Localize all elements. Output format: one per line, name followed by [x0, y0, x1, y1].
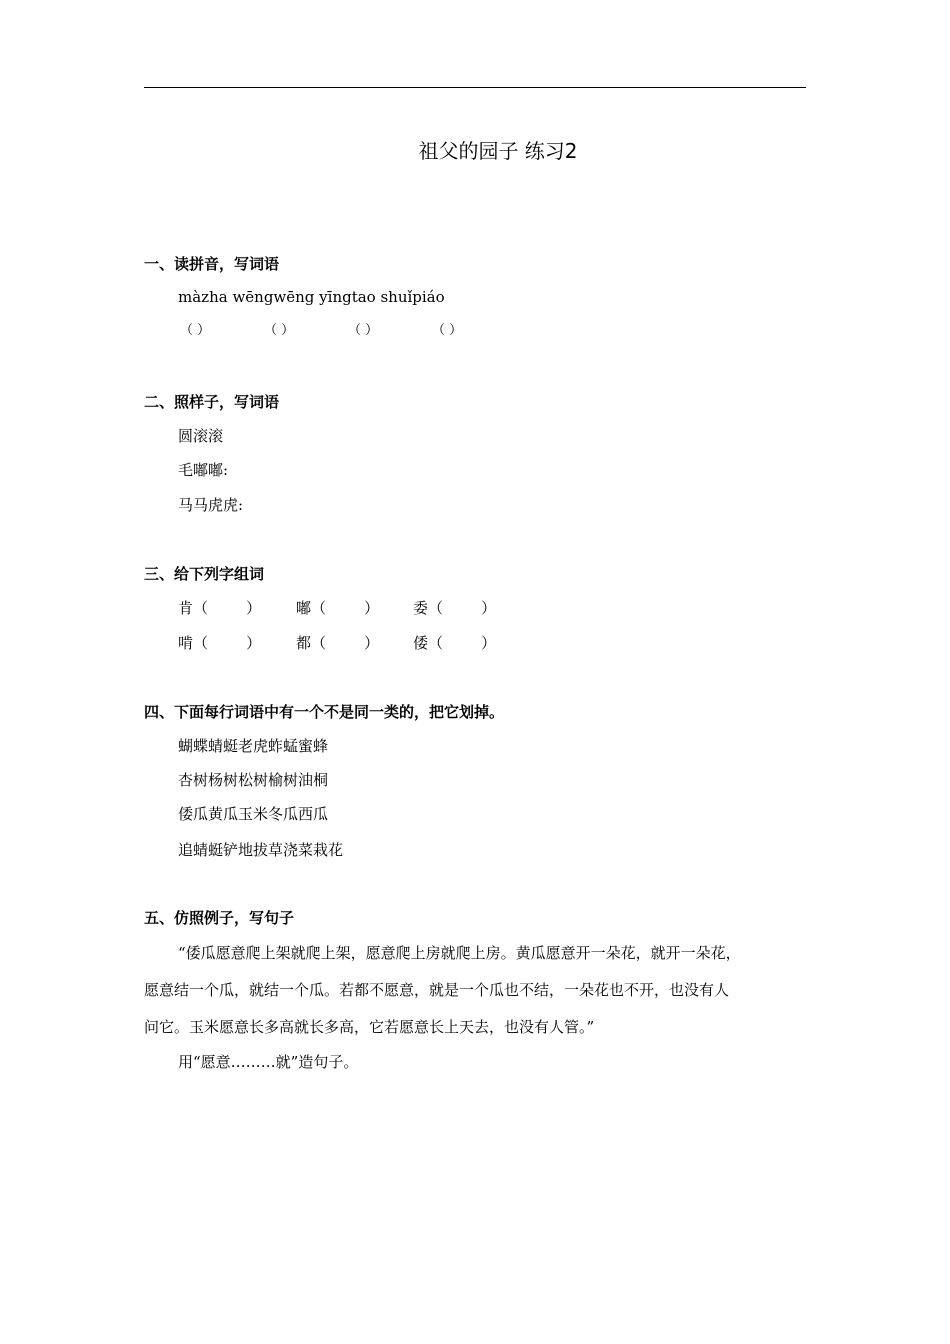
instruction-line: 用“愿意………就”造句子。 — [178, 1053, 359, 1071]
word-row: 杏树杨树松树榆树油桐 — [178, 771, 329, 789]
header-rule — [144, 87, 806, 88]
prompt-word: 马马虎虎: — [178, 496, 244, 514]
word-cell: 委（ ） — [413, 599, 497, 617]
word-cell: 倭（ ） — [413, 634, 497, 652]
example-word: 圆滚滚 — [178, 427, 224, 445]
word-row: 蝴蝶蜻蜓老虎蚱蜢蜜蜂 — [178, 737, 329, 755]
section-2-heading: 二、照样子，写词语 — [144, 393, 280, 411]
word-cell: 肯（ ） — [178, 599, 262, 617]
answer-blank[interactable]: （ ） — [432, 323, 463, 338]
pinyin-line: màzha wēngwēng yīngtao shuǐpiáo — [178, 288, 445, 306]
word-cell: 嘟（ ） — [296, 599, 380, 617]
word-cell: 啃（ ） — [178, 634, 262, 652]
word-row: 倭瓜黄瓜玉米冬瓜西瓜 — [178, 805, 329, 823]
section-3-heading: 三、给下列字组词 — [144, 565, 265, 583]
answer-blank[interactable]: （ ） — [348, 323, 379, 338]
section-1-heading: 一、读拼音，写词语 — [144, 255, 280, 273]
example-paragraph-line: “倭瓜愿意爬上架就爬上架，愿意爬上房就爬上房。黄瓜愿意开一朵花，就开一朵花， — [178, 944, 741, 962]
word-row: 追蜻蜓铲地拔草浇菜栽花 — [178, 841, 344, 859]
page-title: 祖父的园子 练习2 — [418, 139, 578, 163]
answer-blank[interactable]: （ ） — [180, 323, 211, 338]
example-paragraph-line: 愿意结一个瓜，就结一个瓜。若都不愿意，就是一个瓜也不结，一朵花也不开，也没有人 — [144, 981, 730, 999]
section-5-heading: 五、仿照例子，写句子 — [144, 909, 295, 927]
answer-blank[interactable]: （ ） — [264, 323, 295, 338]
section-4-heading: 四、下面每行词语中有一个不是同一类的，把它划掉。 — [144, 703, 505, 721]
prompt-word: 毛嘟嘟: — [178, 461, 229, 479]
word-cell: 都（ ） — [296, 634, 380, 652]
example-paragraph-line: 问它。玉米愿意长多高就长多高，它若愿意长上天去，也没有人管。” — [144, 1018, 595, 1036]
